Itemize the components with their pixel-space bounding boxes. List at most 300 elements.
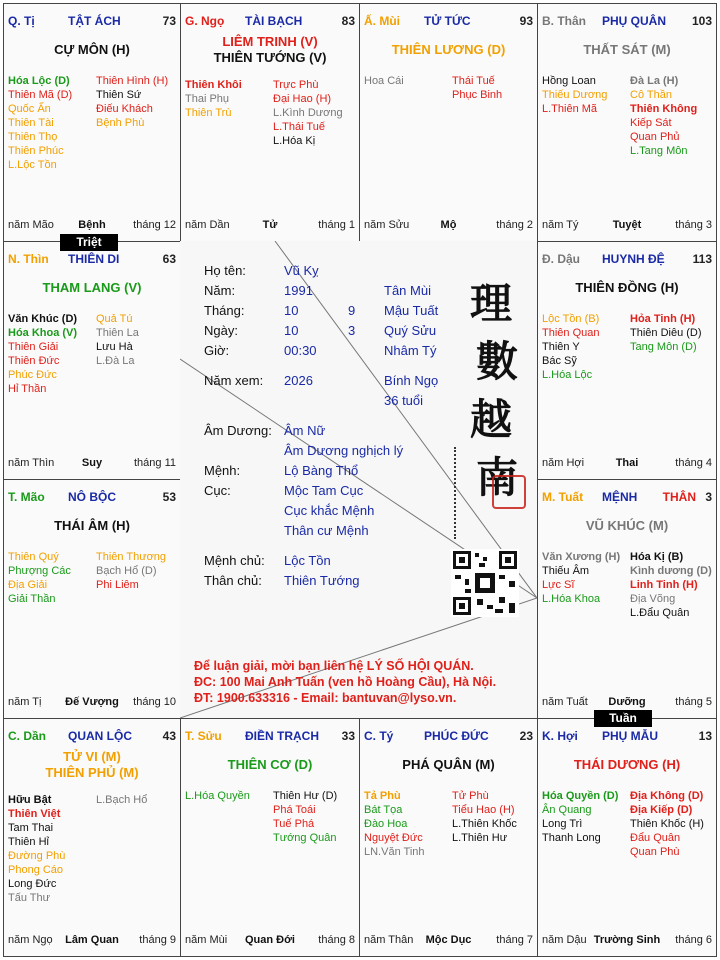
hour-value: 00:30 [284,343,317,358]
palace-cell-ty [359,718,538,957]
main-stars [538,42,716,58]
footer-year: năm Mùi [185,934,228,946]
minor-star: Thiên Thọ [8,131,58,143]
center-info-panel [180,241,537,718]
amduong-note: Âm Dương nghịch lý [284,443,404,458]
main-stars [181,757,359,773]
minor-star: Phong Cáo [8,864,64,876]
year-canchi: Tân Mùi [384,283,431,298]
than-marker: THÂN [662,490,696,504]
main-stars [360,757,537,773]
main-stars [538,518,716,534]
calligraphy-char-2: 數 [476,337,519,386]
earthly-branch: N. Thìn [8,252,49,266]
main-star: THIÊN ĐỒNG (H) [575,280,679,295]
minor-star: L.Hóa Quyền [185,790,250,802]
main-star: THAM LANG (V) [42,280,142,295]
palace-footer [360,219,537,233]
life-stage: Trường Sinh [593,934,661,946]
earthly-branch: T. Sửu [185,729,222,743]
minor-star: Thiên Tài [8,117,54,129]
name-value: Vũ Kỵ [284,263,319,278]
cuc-note-2: Thân cư Mệnh [284,523,369,538]
palace-name: PHỤ MẪU [602,729,658,743]
palace-cell-ti [3,3,181,242]
palace-number: 43 [162,729,176,743]
minor-stars-right [452,789,517,845]
minor-star: Bệnh Phù [96,117,145,129]
minor-star: Phi Liêm [96,579,139,591]
palace-header [538,14,716,30]
palace-header [4,729,180,745]
main-stars [181,34,359,66]
month-canchi: Mậu Tuất [384,303,439,318]
palace-footer [538,934,716,948]
minor-star: Phục Binh [452,89,503,101]
minor-star: Quan Phù [630,846,680,858]
palace-number: 23 [519,729,533,743]
minor-star: Thiên Y [542,341,580,353]
life-stage: Quan Đới [245,934,295,946]
minor-stars-left [542,312,599,382]
minor-star: L.Tang Môn [630,145,688,157]
minor-stars-right [630,789,704,859]
footer-month: tháng 6 [675,934,712,946]
palace-footer [538,696,716,710]
minor-star: L.Thiên Mã [542,103,598,115]
palace-footer [360,934,537,948]
name-label: Họ tên: [204,263,246,278]
minor-star: L.Hóa Kị [273,135,316,147]
minor-stars-right [96,312,139,368]
minor-stars-left [364,74,404,88]
footer-year: năm Tuất [542,696,588,708]
calligraphy-char-1: 理 [470,279,513,328]
minor-star: Kiếp Sát [630,117,672,129]
minor-stars-right [273,789,337,845]
earthly-branch: Q. Tị [8,14,35,28]
footer-month: tháng 4 [675,457,712,469]
minor-star: Tang Môn (D) [630,341,697,353]
minor-star: Nguyệt Đức [364,832,423,844]
footer-month: tháng 9 [139,934,176,946]
palace-name: HUYNH ĐỆ [602,252,665,266]
minor-star: Hóa Lộc (D) [8,75,70,87]
palace-footer [4,696,180,710]
minor-star: Văn Xương (H) [542,551,621,563]
cuc-note-1: Cục khắc Mệnh [284,503,375,518]
palace-footer [538,457,716,471]
contact-line-3: ĐT: 1900.633316 - Email: bantuvan@lyso.vn. [194,691,457,705]
minor-star: Văn Khúc (D) [8,313,78,325]
minor-star: Đại Hao (H) [273,93,332,105]
earthly-branch: C. Tý [364,729,394,743]
palace-header [4,14,180,30]
minor-stars-left [185,78,242,120]
minor-star: Hồng Loan [542,75,596,87]
footer-year: năm Tị [8,696,42,708]
minor-star: Đẩu Quân [630,832,681,844]
minor-star: L.Kình Dương [273,107,343,119]
main-star: THIÊN LƯƠNG (D) [391,42,506,57]
minor-stars-left [364,789,425,859]
minor-star: Linh Tinh (H) [630,579,698,591]
footer-year: năm Thìn [8,457,55,469]
footer-year: năm Thân [364,934,414,946]
minor-star: Tướng Quân [273,832,337,844]
earthly-branch: C. Dần [8,729,47,743]
minor-star: Long Trì [542,818,583,830]
day-value: 10 [284,323,299,338]
palace-number: 33 [341,729,355,743]
minor-star: Thiên Quý [8,551,59,563]
minor-stars-left [8,74,72,172]
palace-number: 93 [519,14,533,28]
view-year-canchi: Bính Ngọ [384,373,439,388]
minor-star: Kình dương (D) [630,565,712,577]
minor-star: Bạch Hổ (D) [96,565,157,577]
minor-star: Đường Phù [8,850,66,862]
main-star: THIÊN CƠ (D) [227,757,313,772]
minor-stars-right [452,74,502,102]
minor-star: L.Thiên Hư [452,832,508,844]
palace-name: QUAN LỘC [68,729,132,743]
minor-star: Hóa Khoa (V) [8,327,78,339]
minor-star: Quả Tú [96,313,133,325]
main-stars [4,42,180,58]
minor-star: Đà La (H) [630,75,679,87]
palace-footer [4,457,180,471]
minor-star: Thiên Thương [96,551,167,563]
minor-stars-right [630,312,702,354]
life-stage: Lâm Quan [65,934,119,946]
view-year-value: 2026 [284,373,313,388]
main-stars [538,757,716,773]
minor-star: L.Đà La [96,355,135,367]
palace-footer [4,934,180,948]
footer-month: tháng 10 [133,696,176,708]
earthly-branch: T. Mão [8,490,45,504]
calligraphy-char-4: 南 [476,453,519,502]
minor-star: Thiên Sứ [96,89,142,101]
minor-star: Hoa Cái [364,75,404,87]
minor-star: Hóa Kị (B) [630,551,684,563]
palace-cell-suu [180,718,360,957]
cuc-value: Mộc Tam Cục [284,483,364,498]
minor-star: Quan Phủ [630,131,680,143]
palace-name: TẬT ÁCH [68,14,121,28]
palace-header [360,14,537,30]
minor-star: Phá Toái [273,804,316,816]
minor-star: Bác Sỹ [542,355,577,367]
earthly-branch: K. Hợi [542,729,578,743]
minor-star: Địa Kiếp (D) [630,804,693,816]
life-stage: Suy [81,457,103,469]
minor-star: Phúc Đức [8,369,57,381]
minor-star: LN.Văn Tinh [364,846,425,858]
minor-star: Thiên Đức [8,355,60,367]
footer-year: năm Sửu [364,219,410,231]
minor-star: Tuế Phá [273,818,315,830]
amduong-label: Âm Dương: [204,423,272,438]
contact-line-1: Để luận giải, mời bạn liên hệ LÝ SỐ HỘI QUÁN. [194,659,474,673]
main-star: PHÁ QUÂN (M) [402,757,495,772]
minor-stars-left [542,789,618,845]
than-chu-label: Thân chủ: [204,573,262,588]
earthly-branch: G. Ngọ [185,14,225,28]
minor-star: Lộc Tồn (B) [542,313,600,325]
minor-star: Tam Thai [8,822,54,834]
year-value: 1991 [284,283,313,298]
minor-star: Địa Võng [630,593,676,605]
view-year-label: Năm xem: [204,373,264,388]
palace-cell-mui [359,3,538,242]
minor-star: Thiên Trù [185,107,232,119]
minor-star: Thanh Long [542,832,601,844]
minor-star: Lực Sĩ [542,579,575,591]
minor-star: Quốc Ấn [8,103,51,115]
footer-month: tháng 7 [496,934,533,946]
life-stage: Mộ [440,219,457,231]
minor-star: Trực Phù [273,79,319,91]
palace-footer [538,219,716,233]
main-stars [4,280,180,296]
minor-star: Giải Thần [8,593,56,605]
palace-number: 13 [698,729,712,743]
life-stage: Tử [262,219,278,231]
palace-footer [181,934,359,948]
main-star: LIÊM TRINH (V) [222,34,318,49]
minor-star: Cô Thần [630,89,672,101]
triet-badge: Triệt [60,234,118,251]
palace-footer [4,219,180,233]
minor-stars-right [96,550,166,592]
palace-cell-hoi [537,718,717,957]
than-chu-value: Thiên Tướng [284,573,360,588]
palace-cell-dan [3,718,181,957]
footer-year: năm Tý [542,219,579,231]
minor-stars-right [96,793,147,807]
footer-year: năm Ngọ [8,934,53,946]
minor-star: Thiên La [96,327,139,339]
palace-header [4,252,180,268]
main-star: VŨ KHÚC (M) [585,518,669,533]
red-seal-icon [492,475,526,509]
minor-star: Ân Quang [542,804,592,816]
minor-star: Thai Phụ [185,93,230,105]
main-star: THẤT SÁT (M) [583,42,671,57]
palace-cell-thin [3,241,181,480]
main-stars [538,280,716,296]
calligraphy-char-3: 越 [470,395,513,444]
minor-star: Đào Hoa [364,818,408,830]
earthly-branch: B. Thân [542,14,586,28]
minor-stars-left [8,312,77,396]
footer-month: tháng 8 [318,934,355,946]
minor-star: L.Thiên Khốc [452,818,517,830]
main-stars [4,749,180,781]
menh-chu-label: Mệnh chủ: [204,553,265,568]
minor-star: Thiên Hư (D) [273,790,338,802]
footer-month: tháng 3 [675,219,712,231]
minor-star: Địa Không (D) [630,790,704,802]
footer-year: năm Hợi [542,457,585,469]
minor-stars-right [96,74,168,130]
minor-star: Thiếu Dương [542,89,608,101]
day-lunar: 3 [348,323,356,338]
main-star: TỬ VI (M) [63,749,121,764]
minor-stars-right [630,550,712,620]
life-stage: Đế Vượng [65,696,119,708]
palace-header [4,490,180,506]
minor-star: L.Hóa Khoa [542,593,601,605]
minor-stars-left [542,74,607,116]
minor-star: Tiểu Hao (H) [452,804,515,816]
footer-month: tháng 11 [133,457,176,469]
main-stars [4,518,180,534]
contact-line-2: ĐC: 100 Mai Anh Tuấn (ven hồ Hoàng Cầu), Hà Nội. [194,675,497,689]
palace-cell-than [537,3,717,242]
palace-name: NÔ BỘC [68,490,116,504]
minor-star: Phượng Các [8,565,71,577]
footer-month: tháng 1 [318,219,355,231]
minor-star: Thiên Hỉ [8,836,49,848]
footer-year: năm Dần [185,219,230,231]
month-lunar: 9 [348,303,356,318]
minor-star: Bát Tọa [364,804,403,816]
small-calligraphy-icon [454,447,470,539]
age: 36 tuổi [384,393,424,408]
palace-number: 3 [705,490,712,504]
minor-star: Thiên Khôi [185,79,242,91]
life-stage: Tuyệt [612,219,642,231]
day-canchi: Quý Sửu [384,323,437,338]
minor-star: Long Đức [8,878,57,890]
cuc-label: Cục: [204,483,231,498]
month-value: 10 [284,303,299,318]
day-label: Ngày: [204,323,238,338]
life-stage: Mộc Dục [425,934,472,946]
main-star: THIÊN TƯỚNG (V) [213,50,327,65]
palace-header [538,490,716,506]
palace-number: 73 [162,14,176,28]
earthly-branch: Đ. Dậu [542,252,581,266]
minor-stars-right [630,74,697,158]
palace-number: 103 [691,14,712,28]
minor-star: Thiếu Âm [542,565,590,577]
minor-stars-left [542,550,620,606]
minor-star: Thiên Khốc (H) [630,818,704,830]
palace-cell-ngo [180,3,360,242]
palace-name: THIÊN DI [68,252,120,266]
footer-year: năm Dậu [542,934,587,946]
minor-star: Tả Phù [364,790,401,802]
minor-star: Thiên Mã (D) [8,89,73,101]
minor-star: Lưu Hà [96,341,133,353]
minor-stars-left [8,793,65,905]
main-star: THIÊN PHỦ (M) [45,765,139,780]
palace-number: 63 [162,252,176,266]
palace-header [360,729,537,745]
minor-star: L.Bạch Hổ [96,794,148,806]
qr-code-icon [451,549,519,617]
minor-star: Hỏa Tinh (H) [630,313,696,325]
minor-star: L.Thái Tuế [273,121,325,133]
menh-chu-value: Lộc Tồn [284,553,331,568]
palace-cell-mao [3,479,181,719]
amduong-value: Âm Nữ [284,423,326,438]
life-stage: Bệnh [78,219,106,231]
main-star: THÁI DƯƠNG (H) [573,757,681,772]
hour-label: Giờ: [204,343,230,358]
minor-star: Thái Tuế [452,75,495,87]
minor-star: Tấu Thư [8,892,51,904]
minor-stars-right [273,78,343,148]
main-star: CỰ MÔN (H) [54,42,130,57]
footer-month: tháng 5 [675,696,712,708]
menh-label: Mệnh: [204,463,241,478]
hour-canchi: Nhâm Tý [384,343,437,358]
year-label: Năm: [204,283,236,298]
palace-name: TÀI BẠCH [245,14,303,28]
minor-star: Thiên Việt [8,808,61,820]
minor-star: L.Đẩu Quân [630,607,690,619]
minor-star: Địa Giải [8,579,48,591]
minor-star: Thiên Hình (H) [96,75,169,87]
menh-value: Lộ Bàng Thổ [284,463,359,478]
minor-stars-left [8,550,71,606]
minor-star: Thiên Giải [8,341,59,353]
minor-star: L.Lộc Tồn [8,159,57,171]
minor-star: L.Hóa Lộc [542,369,593,381]
minor-stars-left [185,789,250,803]
palace-header [538,729,716,745]
palace-number: 53 [162,490,176,504]
palace-header [181,729,359,745]
earthly-branch: M. Tuất [542,490,584,504]
tuan-badge: Tuần [594,710,652,727]
month-label: Tháng: [204,303,245,318]
palace-name: PHỤ QUÂN [602,14,667,28]
earthly-branch: Ấ. Mùi [364,14,400,28]
life-stage: Thai [615,457,639,469]
life-stage: Dưỡng [608,696,646,708]
footer-month: tháng 12 [133,219,176,231]
minor-star: Hữu Bật [8,794,52,806]
minor-star: Hóa Quyền (D) [542,790,619,802]
minor-star: Điếu Khách [96,103,153,115]
minor-star: Tử Phù [452,790,489,802]
palace-number: 113 [692,252,712,266]
palace-header [538,252,716,268]
minor-star: Thiên Không [630,103,698,115]
footer-month: tháng 2 [496,219,533,231]
palace-footer [181,219,359,233]
palace-cell-tuat [537,479,717,719]
main-stars [360,42,537,58]
minor-star: Hỉ Thần [8,383,47,395]
palace-header [181,14,359,30]
palace-name: PHÚC ĐỨC [424,729,489,743]
palace-name: TỬ TỨC [424,14,471,28]
footer-year: năm Mão [8,219,54,231]
palace-name: ĐIỀN TRẠCH [245,729,319,743]
palace-name: MỆNH [602,490,638,504]
main-star: THÁI ÂM (H) [54,518,130,533]
palace-cell-dau [537,241,717,480]
palace-number: 83 [341,14,355,28]
minor-star: Thiên Phúc [8,145,64,157]
